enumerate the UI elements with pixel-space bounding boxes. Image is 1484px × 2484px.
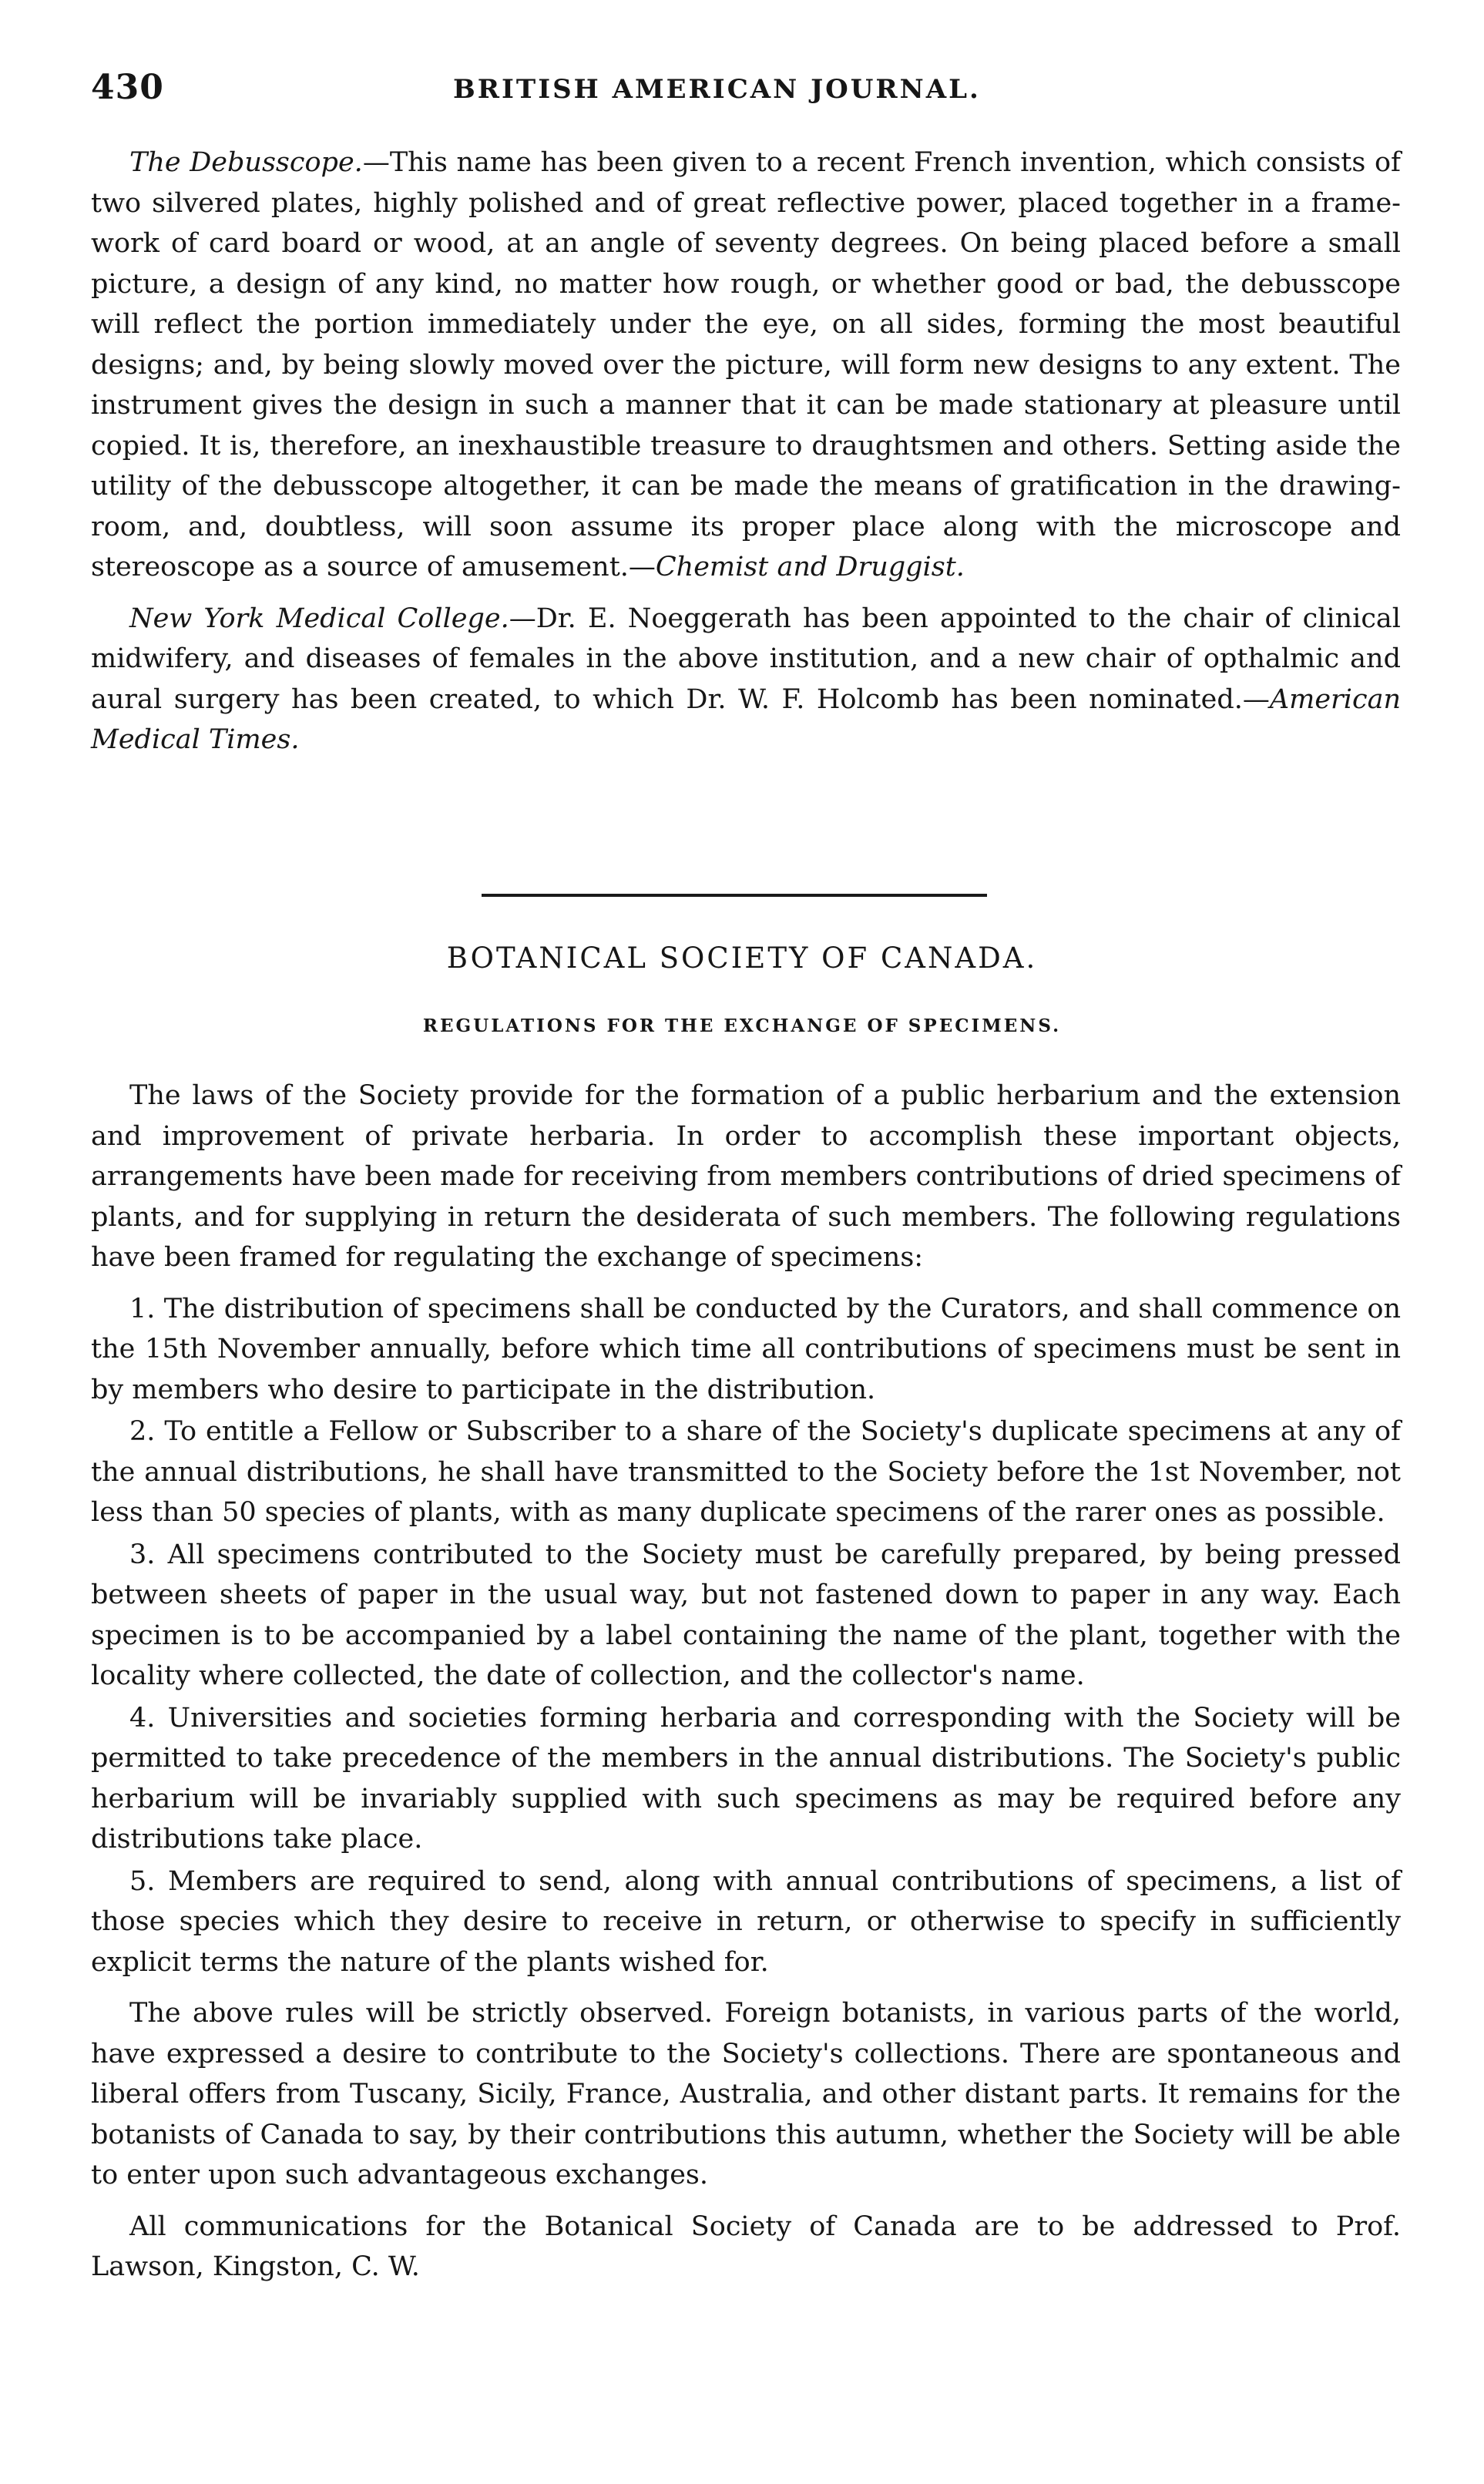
news-item-medical-college	[91, 599, 1401, 760]
section-title: BOTANICAL SOCIETY OF CANADA.	[446, 942, 1038, 975]
page-number: 430	[91, 68, 164, 107]
botanical-society-article	[91, 1076, 1401, 2288]
regulation-item: 5. Members are required to send, along with annual contributions of specimens, a list of those species which they desire to receive in return, or otherwise to specify in sufficiently explicit terms the nature of the plants wished for.	[91, 1865, 1401, 1978]
page-header	[91, 68, 1401, 114]
news-item-source: Chemist and Druggist.	[655, 552, 965, 582]
section-divider	[482, 894, 987, 897]
closing-paragraph: The above rules will be strictly observed. Foreign botanists, in various parts of the world, have expressed a desire to contribute to the Society's collections. There are spontaneous and liberal offers from Tuscany, Sicily, France, Australia, and other distant parts. It remains for the botanists of Canada to say, by their contributions this autumn, whether the Society will be able to enter upon such advantageous exchanges.	[91, 1998, 1401, 2190]
news-item-debusscope	[91, 143, 1401, 588]
running-title: BRITISH AMERICAN JOURNAL.	[453, 74, 981, 105]
news-item-text: —This name has been given to a recent French invention, which consists of two silvered plates, highly polished and of great reflective power, placed together in a frame-work of card board or wood, at an angle of seventy degrees. On being placed before a small picture, a design of any kind, no matter how rough, or whether good or bad, the debusscope will reflect the portion immediately under the eye, on all sides, forming the most beautiful designs; and, by being slowly moved over the picture, will form new designs to any extent. The instrument gives the design in such a manner that it can be made stationary at pleasure until copied. It is, therefore, an inexhaustible treasure to draughtsmen and others. Setting aside the utility of the debusscope altogether, it can be made the means of gratification in the drawing-room, and, doubtless, will soon assume its proper place along with the microscope and stereoscope as a source of amusement.—	[91, 147, 1401, 582]
news-items	[91, 143, 1401, 760]
news-item-title: New York Medical College.	[129, 603, 509, 634]
news-item-text: —Dr. E. Noeggerath has been appointed to the chair of clinical midwifery, and diseases of females in the above institution, and a new chair of opthalmic and aural surgery has been created, to which Dr. W. F. Holcomb has been nominated.—	[91, 603, 1401, 715]
regulation-item: 2. To entitle a Fellow or Subscriber to a share of the Society's duplicate specimens at any of the annual distributions, he shall have transmitted to the Society before the 1st November, not less than 50 species of plants, with as many duplicate specimens of the rarer ones as possible.	[91, 1416, 1401, 1528]
article-intro: The laws of the Society provide for the formation of a public herbarium and the extension and improvement of private herbaria. In order to accomplish these important objects, arrangements have been made for receiving from members contributions of dried specimens of plants, and for supplying in return the desiderata of such members. The following regulations have been framed for regulating the exchange of specimens:	[91, 1080, 1401, 1273]
section-subtitle: REGULATIONS FOR THE EXCHANGE OF SPECIMENS.	[422, 1015, 1062, 1036]
closing-paragraph: All communications for the Botanical Society of Canada are to be addressed to Prof. Lawson, Kingston, C. W.	[91, 2210, 1401, 2282]
regulation-item: 1. The distribution of specimens shall be conducted by the Curators, and shall commence on the 15th November annually, before which time all contributions of specimens must be sent in by members who desire to participate in the distribution.	[91, 1293, 1401, 1405]
news-item-title: The Debusscope.	[129, 147, 363, 178]
regulation-item: 3. All specimens contributed to the Society must be carefully prepared, by being pressed between sheets of paper in the usual way, but not fastened down to paper in any way. Each specimen is to be accompanied by a label containing the name of the plant, together with the locality where collected, the date of collection, and the collector's name.	[91, 1539, 1401, 1691]
news-item-source: American Medical Times.	[91, 683, 1401, 755]
regulation-item: 4. Universities and societies forming herbaria and corresponding with the Society will be permitted to take precedence of the members in the annual distributions. The Society's public herbarium will be invariably supplied with such specimens as may be required before any distributions take place.	[91, 1702, 1401, 1855]
